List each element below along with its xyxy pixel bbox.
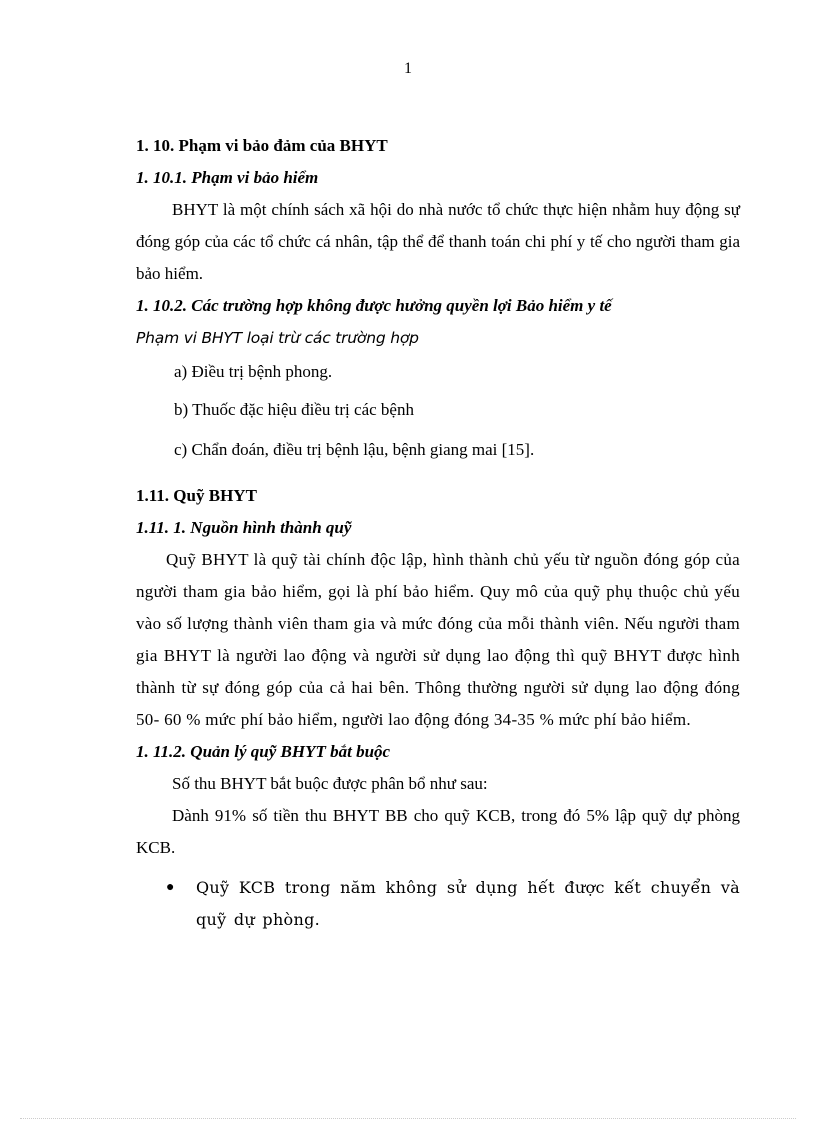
page-bottom-divider	[20, 1118, 796, 1119]
paragraph-allocation-detail: Dành 91% số tiền thu BHYT BB cho quỹ KCB, trong đó 5% lập quỹ dự phòng KCB.	[136, 806, 740, 857]
page-number: 1	[404, 60, 412, 77]
paragraph-scope: BHYT là một chính sách xã hội do nhà nước tổ chức thực hiện nhằm huy động sự đóng góp của các tổ chức cá nhân, tập thể để thanh toán chi phí y tế cho người tham gia bảo hiểm.	[136, 200, 740, 283]
exclusion-intro: Phạm vi BHYT loại trừ các trường hợp	[136, 329, 419, 347]
bullet-item	[136, 872, 740, 936]
section-heading-1-10: 1. 10. Phạm vi bảo đảm của BHYT	[136, 136, 388, 155]
subsection-heading-1-11-2: 1. 11.2. Quản lý quỹ BHYT bắt buộc	[136, 742, 391, 761]
subsection-heading-1-10-2: 1. 10.2. Các trường hợp không được hưởng quyền lợi Bảo hiểm y tế	[136, 296, 612, 315]
bullet-dot-icon: ●	[166, 880, 175, 895]
subsection-heading-1-11-1: 1.11. 1. Nguồn hình thành quỹ	[136, 518, 352, 537]
document-body	[136, 130, 740, 936]
exclusion-item-a: a) Điều trị bệnh phong.	[174, 362, 333, 381]
paragraph-allocation-intro: Số thu BHYT bắt buộc được phân bổ như sau:	[172, 774, 488, 793]
bullet-text: Quỹ KCB trong năm không sử dụng hết được kết chuyển và quỹ dự phòng.	[196, 878, 740, 929]
section-heading-1-11: 1.11. Quỹ BHYT	[136, 486, 257, 505]
subsection-heading-1-10-1: 1. 10.1. Phạm vi bảo hiểm	[136, 168, 319, 187]
exclusion-item-b: b) Thuốc đặc hiệu điều trị các bệnh	[174, 400, 414, 419]
exclusion-item-c: c) Chẩn đoán, điều trị bệnh lậu, bệnh giang mai [15].	[174, 440, 535, 459]
paragraph-fund-sources: Quỹ BHYT là quỹ tài chính độc lập, hình thành chủ yếu từ nguồn đóng góp của người tham gia bảo hiểm, gọi là phí bảo hiểm. Quy mô của quỹ phụ thuộc chủ yếu vào số lượng thành viên tham gia và mức đóng của mỗi thành viên. Nếu người tham gia BHYT là người lao động và người sử dụng lao động thì quỹ BHYT được hình thành từ sự đóng góp của cả hai bên. Thông thường người sử dụng lao động đóng 50- 60 % mức phí bảo hiểm, người lao động đóng 34-35 % mức phí bảo hiểm.	[136, 550, 740, 729]
